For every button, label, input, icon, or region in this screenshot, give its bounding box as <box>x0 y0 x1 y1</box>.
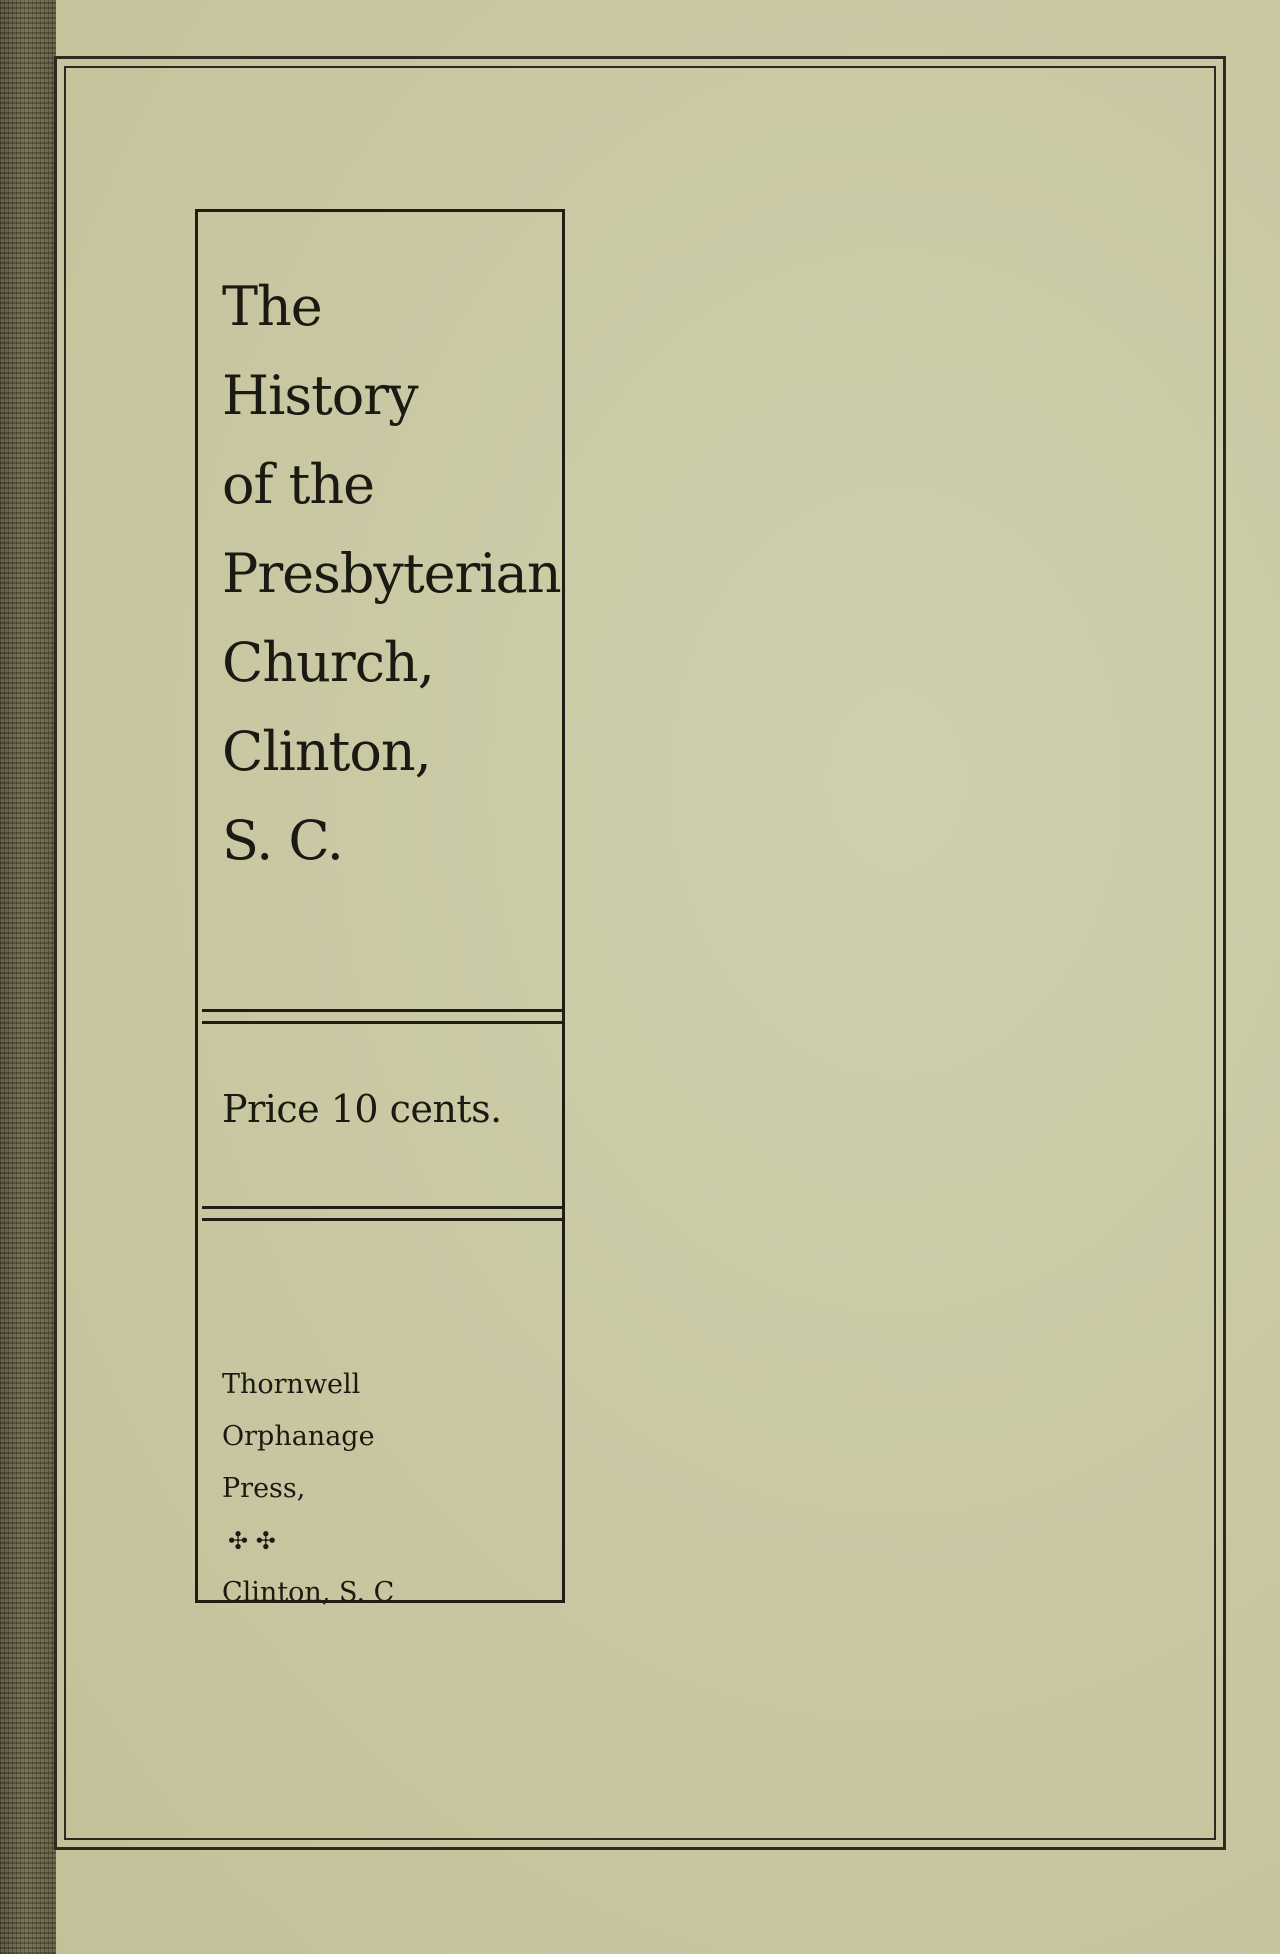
title-line: Church, <box>222 631 434 694</box>
double-rule-divider <box>202 1206 562 1221</box>
imprint-line <box>222 1463 394 1567</box>
publisher-imprint <box>222 1359 394 1619</box>
title-line: S. C. <box>222 809 343 872</box>
fleuron-icon: ✣ ✣ <box>228 1527 276 1555</box>
imprint-press-text: Press, <box>222 1473 306 1504</box>
title-label-box <box>195 209 565 1608</box>
price-text: Price 10 cents. <box>222 1087 502 1131</box>
title-line: Presbyterian <box>222 542 561 605</box>
imprint-line: Clinton, S. C <box>222 1577 395 1608</box>
double-rule-divider <box>202 1009 562 1024</box>
title-line: The <box>222 275 322 338</box>
imprint-line: Orphanage <box>222 1421 375 1452</box>
imprint-line: Thornwell <box>222 1369 361 1400</box>
title-line: History <box>222 364 418 427</box>
book-spine <box>0 0 56 1954</box>
title-line: of the <box>222 453 375 516</box>
title-line: Clinton, <box>222 720 431 783</box>
book-title <box>222 262 561 885</box>
